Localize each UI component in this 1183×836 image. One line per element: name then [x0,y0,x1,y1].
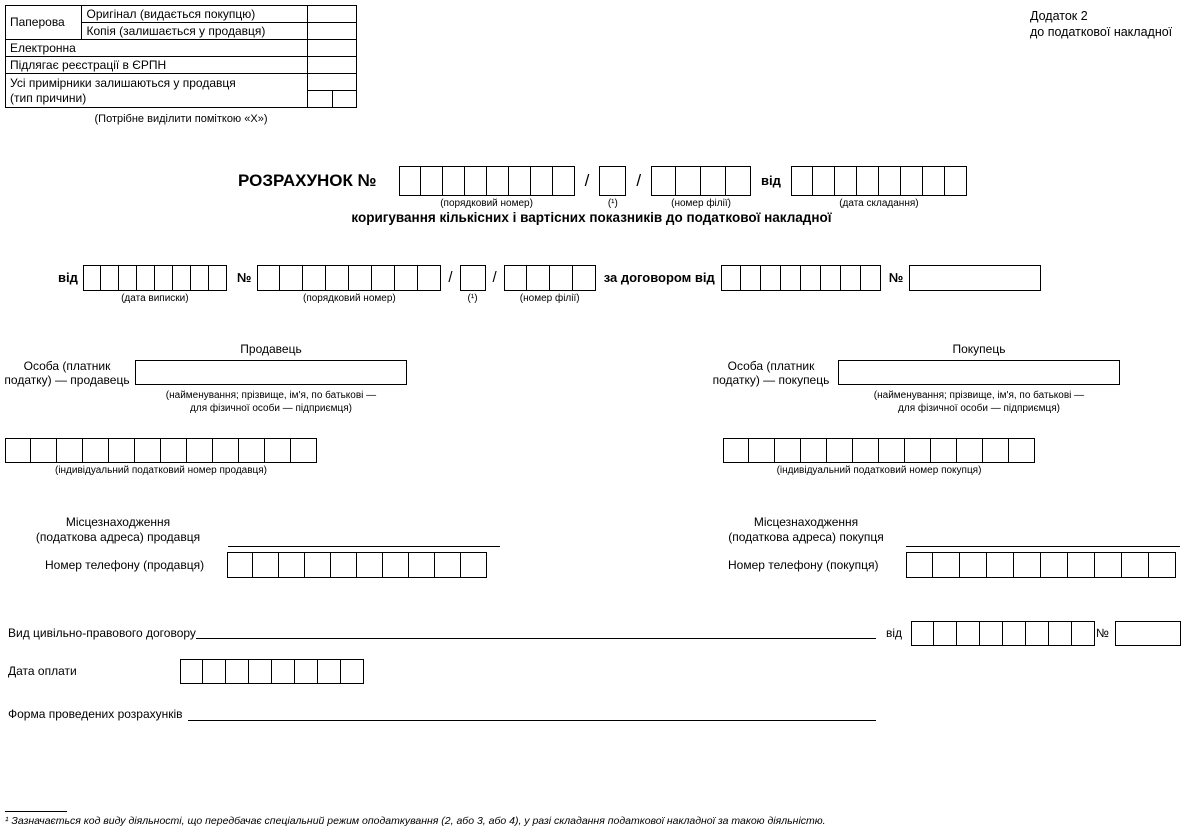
special-regime-group [599,166,626,209]
input-cell[interactable] [83,265,101,291]
invoice-date-group [83,265,227,304]
contract-date-cells [721,265,881,291]
number-sign: № [1096,626,1109,640]
mark-x-note: (Потрібне виділити поміткою «Х») [94,113,268,125]
input-cell[interactable] [1095,552,1122,578]
checkbox-all-copies[interactable] [308,74,356,91]
invoice-serial-group [257,265,441,304]
input-cell[interactable] [527,265,550,291]
input-cell[interactable] [421,166,443,196]
input-cell[interactable] [209,265,227,291]
invoice-branch-caption: (номер філії) [519,293,580,304]
buyer-person-label: Особа (платник податку) — покупець [712,359,830,388]
input-cell[interactable] [1068,552,1095,578]
input-cell[interactable] [945,166,967,196]
contract-type-date-cells [911,621,1095,646]
checkbox-electronic[interactable] [308,40,357,57]
input-cell[interactable] [487,166,509,196]
input-cell[interactable] [749,438,775,463]
special-regime-cell [599,166,626,196]
input-cell[interactable] [726,166,751,196]
appendix-header [1030,8,1172,41]
all-copies-checkbox-stack [308,74,356,107]
input-cell[interactable] [226,659,249,684]
type-original-label: Оригінал (видається покупцю) [82,6,308,23]
branch-number-caption: (номер філії) [671,198,731,209]
input-cell[interactable] [791,166,813,196]
input-cell[interactable] [253,552,279,578]
buyer-inn-cells [723,438,1035,463]
input-cell[interactable] [295,659,318,684]
seller-address-field[interactable] [228,533,500,547]
reason-type-text: (тип причини) [10,90,87,105]
buyer-inn-caption: (індивідуальний податковий номер покупця) [776,465,982,476]
payment-date-cells [180,659,364,684]
checkbox-copy[interactable] [308,23,357,40]
contract-type-date-group [911,621,1095,646]
input-cell[interactable] [187,438,213,463]
type-erpn-label: Підлягає реєстрації в ЄРПН [6,57,308,74]
input-cell[interactable] [1026,621,1049,646]
buyer-address-label: Місцезнаходження (податкова адреса) покупця [728,515,884,544]
slash-separator: / [584,171,590,190]
input-cell[interactable] [531,166,553,196]
branch-number-cells [651,166,751,196]
footnote-rule [5,811,67,812]
input-cell[interactable] [326,265,349,291]
input-cell[interactable] [265,438,291,463]
payment-date-label: Дата оплати [8,664,77,678]
input-cell[interactable] [461,552,487,578]
checkbox-erpn[interactable] [308,57,357,74]
input-cell[interactable] [841,265,861,291]
input-cell[interactable] [280,265,303,291]
input-cell[interactable] [465,166,487,196]
input-cell[interactable] [1009,438,1035,463]
input-cell[interactable] [279,552,305,578]
number-sign: № [236,270,252,285]
contract-type-number-field[interactable] [1115,621,1181,646]
input-cell[interactable] [721,265,741,291]
serial-number-cells [399,166,575,196]
branch-number-group [651,166,751,209]
input-cell[interactable] [435,552,461,578]
input-cell[interactable] [901,166,923,196]
input-cell[interactable] [801,265,821,291]
input-cell[interactable] [701,166,726,196]
invoice-reference-row [58,265,1041,304]
input-cell[interactable] [741,265,761,291]
input-cell[interactable] [291,438,317,463]
compose-date-cells [791,166,967,196]
type-paper-label: Паперова [6,6,82,40]
slash-separator: / [492,269,497,286]
input-cell[interactable] [1003,621,1026,646]
input-cell[interactable] [801,438,827,463]
input-cell[interactable] [957,621,980,646]
type-copy-label: Копія (залишається у продавця) [82,23,308,40]
appendix-line2: до податкової накладної [1030,25,1173,40]
input-cell[interactable] [504,265,527,291]
seller-phone-group [227,552,487,578]
input-cell[interactable] [861,265,881,291]
input-cell[interactable] [135,438,161,463]
buyer-name-field[interactable] [838,360,1120,385]
input-cell[interactable] [305,552,331,578]
input-cell[interactable] [1041,552,1068,578]
serial-number-group [399,166,575,209]
buyer-inn-group [723,438,1035,476]
input-cell[interactable] [395,265,418,291]
slash-separator: / [448,269,453,286]
input-cell[interactable] [372,265,395,291]
buyer-address-field[interactable] [906,533,1180,547]
form-title: РОЗРАХУНОК № [238,171,377,190]
serial-number-caption: (порядковий номер) [440,198,533,209]
buyer-section-header: Покупець [952,342,1006,356]
number-sign: № [888,270,904,285]
input-cell[interactable] [31,438,57,463]
input-cell[interactable] [923,166,945,196]
title-row [238,166,967,209]
vid-label: від [761,173,781,188]
invoice-branch-cells [504,265,596,291]
all-copies-text: Усі примірники залишаються у продавця [10,75,236,90]
input-cell[interactable] [191,265,209,291]
seller-inn-cells [5,438,317,463]
invoice-special-cell [460,265,486,291]
input-cell[interactable] [550,265,573,291]
input-cell[interactable] [879,166,901,196]
input-cell[interactable] [101,265,119,291]
input-cell[interactable] [227,552,253,578]
seller-section-header: Продавець [240,342,302,356]
contract-type-label: Вид цивільно-правового договору [8,626,196,640]
input-cell[interactable] [119,265,137,291]
input-cell[interactable] [5,438,31,463]
input-cell[interactable] [1049,621,1072,646]
input-cell[interactable] [761,265,781,291]
buyer-name-caption: (найменування; прізвище, ім'я, по батькові — для фізичної особи — підприємця) [873,390,1085,414]
input-cell[interactable] [357,552,383,578]
contract-number-field[interactable] [909,265,1041,291]
input-cell[interactable] [399,166,421,196]
input-cell[interactable] [173,265,191,291]
input-cell[interactable] [651,166,676,196]
payment-date-group [180,659,364,684]
input-cell[interactable] [341,659,364,684]
input-cell[interactable] [239,438,265,463]
input-cell[interactable] [553,166,575,196]
input-cell[interactable] [723,438,749,463]
input-cell[interactable] [827,438,853,463]
type-all-copies-label [6,74,308,108]
invoice-branch-group [504,265,596,304]
invoice-date-cells [83,265,227,291]
input-cell[interactable] [318,659,341,684]
compose-date-caption: (дата складання) [839,198,919,209]
input-cell[interactable] [180,659,203,684]
reason-type-cell-1[interactable] [308,91,332,107]
input-cell[interactable] [213,438,239,463]
input-cell[interactable] [1014,552,1041,578]
settlement-form-label: Форма проведених розрахунків [8,707,183,721]
input-cell[interactable] [161,438,187,463]
input-cell[interactable] [931,438,957,463]
input-cell[interactable] [821,265,841,291]
input-cell[interactable] [203,659,226,684]
buyer-phone-cells [906,552,1176,578]
buyer-phone-group [906,552,1176,578]
input-cell[interactable] [1149,552,1176,578]
input-cell[interactable] [109,438,135,463]
input-cell[interactable] [813,166,835,196]
input-cell[interactable] [272,659,295,684]
reason-type-cell-2[interactable] [332,91,357,107]
seller-inn-group [5,438,317,476]
invoice-type-table [5,5,357,108]
input-cell[interactable] [509,166,531,196]
form-subtitle: коригування кількісних і вартісних показників до податкової накладної [351,210,832,225]
input-cell[interactable] [573,265,596,291]
input-cell[interactable] [257,265,280,291]
input-cell[interactable] [775,438,801,463]
input-cell[interactable] [349,265,372,291]
input-cell[interactable] [418,265,441,291]
input-cell[interactable] [303,265,326,291]
input-cell[interactable] [980,621,1003,646]
input-cell[interactable] [409,552,435,578]
input-cell[interactable] [781,265,801,291]
invoice-serial-caption: (порядковий номер) [302,293,396,304]
input-cell[interactable] [957,438,983,463]
buyer-phone-label: Номер телефону (покупця) [728,558,879,572]
input-cell[interactable] [599,166,626,196]
input-cell[interactable] [879,438,905,463]
contract-type-field[interactable] [196,626,876,639]
appendix-line1: Додаток 2 [1030,9,1088,23]
input-cell[interactable] [857,166,879,196]
checkbox-original[interactable] [308,6,357,23]
input-cell[interactable] [960,552,987,578]
input-cell[interactable] [835,166,857,196]
compose-date-group [791,166,967,209]
input-cell[interactable] [905,438,931,463]
input-cell[interactable] [249,659,272,684]
invoice-serial-cells [257,265,441,291]
input-cell[interactable] [57,438,83,463]
input-cell[interactable] [987,552,1014,578]
input-cell[interactable] [383,552,409,578]
input-cell[interactable] [911,621,934,646]
input-cell[interactable] [155,265,173,291]
input-cell[interactable] [906,552,933,578]
seller-inn-caption: (індивідуальний податковий номер продавця) [54,465,268,476]
input-cell[interactable] [1122,552,1149,578]
seller-name-caption: (найменування; прізвище, ім'я, по батькові — для фізичної особи — підприємця) [165,390,377,414]
input-cell[interactable] [933,552,960,578]
seller-phone-cells [227,552,487,578]
contract-vid-label: за договором від [603,270,715,285]
settlement-form-field[interactable] [188,707,876,721]
input-cell[interactable] [331,552,357,578]
special-regime-caption: (¹) [607,198,618,209]
input-cell[interactable] [983,438,1009,463]
type-electronic-label: Електронна [6,40,308,57]
input-cell[interactable] [460,265,486,291]
input-cell[interactable] [676,166,701,196]
seller-address-label: Місцезнаходження (податкова адреса) продавця [35,515,201,544]
slash-separator: / [636,171,642,190]
invoice-special-caption: (¹) [467,293,478,304]
input-cell[interactable] [443,166,465,196]
vid-label: від [58,270,78,285]
seller-phone-label: Номер телефону (продавця) [45,558,205,572]
footnote-text: ¹ Зазначається код виду діяльності, що передбачає спеціальний режим оподаткування (2, або 3, або 4), у разі складання податкової накладної за такою діяльністю. [5,815,826,827]
input-cell[interactable] [83,438,109,463]
seller-name-field[interactable] [135,360,407,385]
invoice-special-group [460,265,486,304]
seller-person-label: Особа (платник податку) — продавець [4,359,130,388]
input-cell[interactable] [137,265,155,291]
input-cell[interactable] [1072,621,1095,646]
invoice-date-caption: (дата виписки) [121,293,189,304]
input-cell[interactable] [853,438,879,463]
contract-vid-label: від [886,626,903,640]
input-cell[interactable] [934,621,957,646]
contract-date-group [721,265,881,291]
